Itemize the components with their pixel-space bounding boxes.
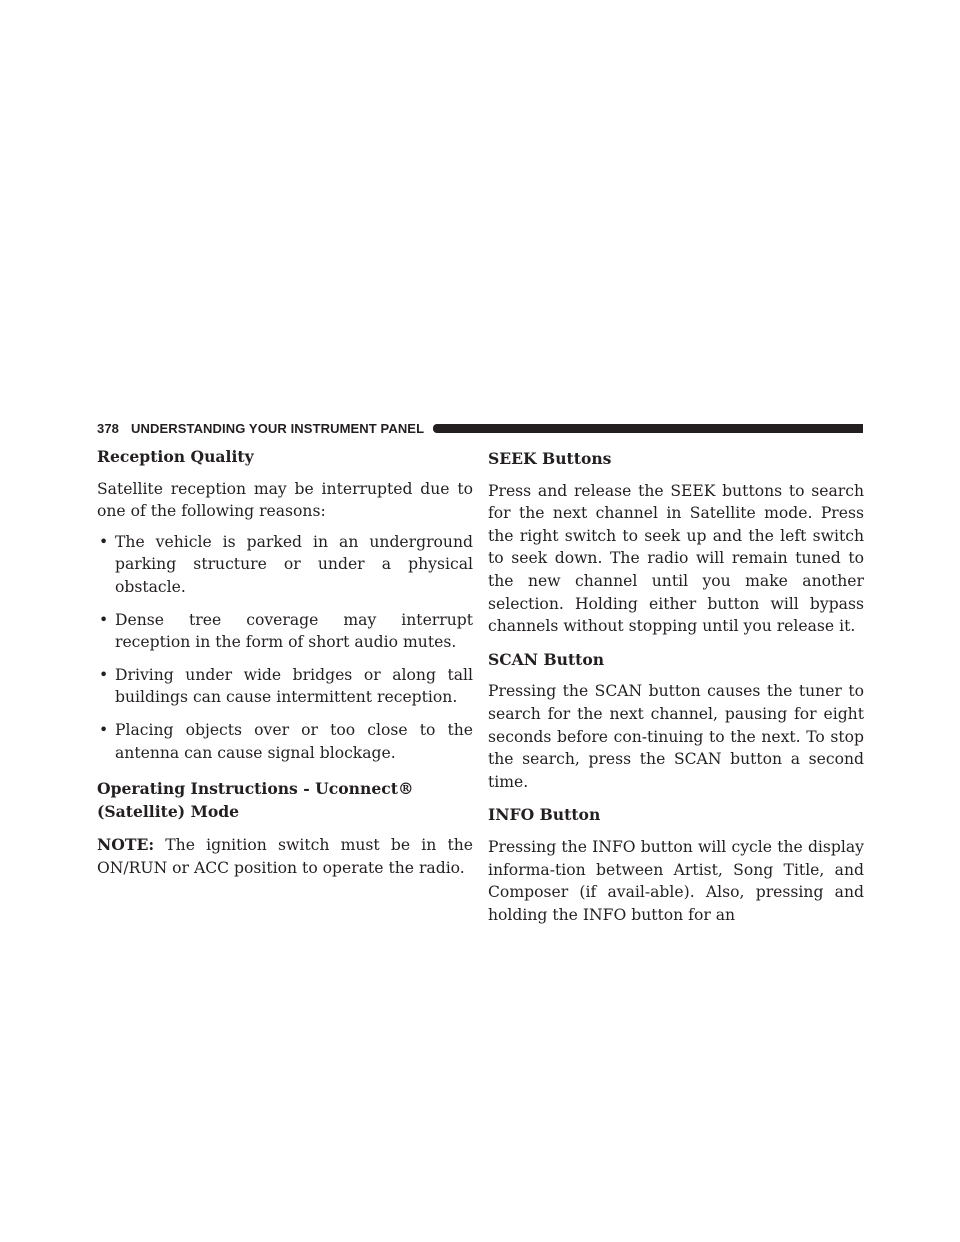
info-button-heading: INFO Button xyxy=(488,805,601,825)
list-item-text: Driving under wide bridges or along tall buildings can cause intermittent reception. xyxy=(115,665,473,707)
note-paragraph xyxy=(97,834,473,879)
list-item-text: Dense tree coverage may interrupt reception in the form of short audio mutes. xyxy=(115,610,473,652)
page-number: 378 xyxy=(97,420,119,436)
scan-button-heading: SCAN Button xyxy=(488,649,605,669)
reception-intro: Satellite reception may be interrupted due to one of the following reasons: xyxy=(97,479,473,521)
reception-reasons-list xyxy=(97,531,473,764)
page-header xyxy=(97,418,863,438)
note-text: The ignition switch must be in the ON/RUN or ACC position to operate the radio. xyxy=(97,836,473,877)
list-item xyxy=(97,609,473,654)
seek-buttons-heading: SEEK Buttons xyxy=(488,449,612,468)
scan-paragraph: Pressing the SCAN button causes the tuner to search for the next channel, pausing for eight seconds before con-tinuing to the next. To stop the search, press the SCAN button a second time. xyxy=(488,682,864,791)
list-item-text: The vehicle is parked in an underground parking structure or under a physical obstacle. xyxy=(115,532,473,596)
bullet-icon: • xyxy=(99,532,109,551)
info-paragraph: Pressing the INFO button will cycle the display informa-tion between Artist, Song Title, and Composer (if avail-able). Also, pressing and holding the INFO button for an xyxy=(488,837,864,924)
list-item xyxy=(97,531,473,599)
bullet-icon: • xyxy=(99,610,109,629)
list-item-text: Placing objects over or too close to the antenna can cause signal blockage. xyxy=(115,720,473,762)
list-item xyxy=(97,719,473,764)
header-rule xyxy=(433,424,863,433)
section-title: UNDERSTANDING YOUR INSTRUMENT PANEL xyxy=(131,420,425,436)
right-column xyxy=(488,446,864,926)
note-label: NOTE: xyxy=(97,835,155,855)
seek-paragraph: Press and release the SEEK buttons to search for the next channel in Satellite mode. Press the right switch to seek up and the left switch to seek down. The radio will remain tuned to the new channel until you make another selection. Holding either button will bypass channels without stopping until you release it. xyxy=(488,481,864,636)
list-item xyxy=(97,664,473,709)
bullet-icon: • xyxy=(99,720,109,739)
operating-instructions-heading: Operating Instructions - Uconnect® (Satellite) Mode xyxy=(97,779,414,821)
left-column xyxy=(97,446,473,880)
bullet-icon: • xyxy=(99,665,109,684)
reception-quality-heading: Reception Quality xyxy=(97,447,254,466)
